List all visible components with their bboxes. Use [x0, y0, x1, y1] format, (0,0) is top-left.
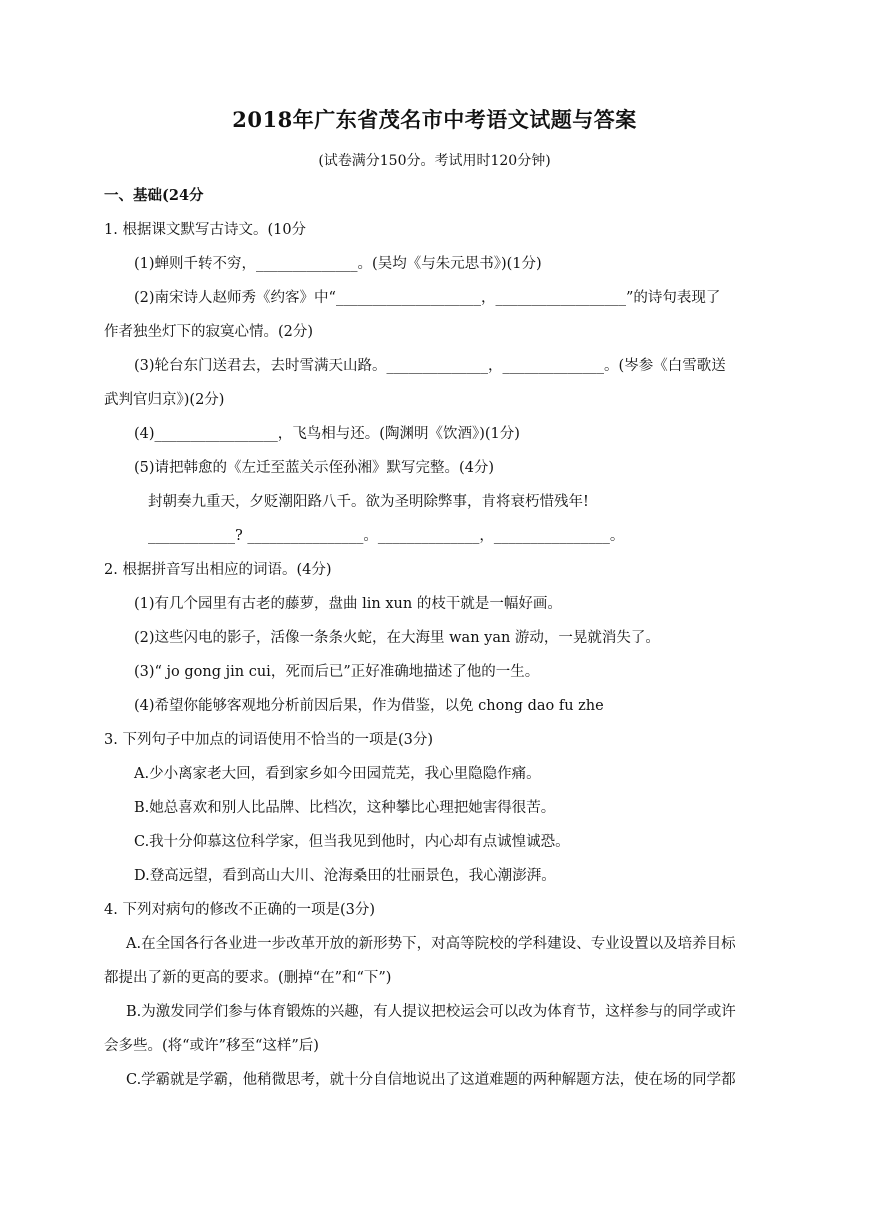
q4-option-b: B.为激发同学们参与体育锻炼的兴趣，有人提议把校运会可以改为体育节，这样参与的同学或许 — [126, 1004, 736, 1020]
page-title: 2018年广东省茂名市中考语文试题与答案 — [232, 107, 637, 132]
q3-option-d: D.登高远望，看到高山大川、沧海桑田的壮丽景色，我心潮澎湃。 — [134, 868, 556, 884]
q1-item-3: (3)轮台东门送君去，去时雪满天山路。______________，______________。(岑参《白雪歌送 — [134, 358, 726, 374]
q1-item-2: (2)南宋诗人赵师秀《约客》中“____________________，__________________”的诗句表现了 — [134, 290, 721, 306]
q4-option-b-cont: 会多些。(将“或许”移至“这样”后) — [104, 1038, 319, 1054]
q1-item-5: (5)请把韩愈的《左迁至蓝关示侄孙湘》默写完整。(4分) — [134, 460, 495, 476]
q2-item-2: (2)这些闪电的影子，活像一条条火蛇，在大海里 wan yan 游动，一晃就消失了。 — [134, 630, 660, 646]
poem-blanks: ____________? ________________。______________，________________。 — [148, 528, 625, 544]
q2-item-3: (3)“ jo gong jin cui，死而后已”正好准确地描述了他的一生。 — [134, 664, 540, 680]
question-1: 1. 根据课文默写古诗文。(10分 — [104, 222, 307, 238]
q3-option-b: B.她总喜欢和别人比品牌、比档次，这种攀比心理把她害得很苦。 — [134, 800, 556, 816]
q1-item-4: (4)_________________，飞鸟相与还。(陶渊明《饮酒》)(1分) — [134, 426, 520, 442]
question-4: 4. 下列对病句的修改不正确的一项是(3分) — [104, 902, 375, 918]
q1-item-1: (1)蝉则千转不穷，______________。(吴均《与朱元思书》)(1分) — [134, 256, 542, 272]
q4-option-a-cont: 都提出了新的更高的要求。(删掉“在”和“下”) — [104, 970, 392, 986]
question-3: 3. 下列句子中加点的词语使用不恰当的一项是(3分) — [104, 732, 433, 748]
poem-line: 封朝奏九重天，夕贬潮阳路八千。欲为圣明除弊事，肯将衰朽惜残年! — [148, 494, 589, 510]
q1-item-2-cont: 作者独坐灯下的寂寞心情。(2分) — [104, 324, 314, 340]
q2-item-1: (1)有几个园里有古老的藤萝，盘曲 lin xun 的枝干就是一幅好画。 — [134, 596, 562, 612]
q4-option-a: A.在全国各行各业进一步改革开放的新形势下，对高等院校的学科建设、专业设置以及培养目标 — [126, 936, 736, 952]
q1-item-3-cont: 武判官归京》)(2分) — [104, 392, 225, 408]
page-subtitle: (试卷满分150分。考试用时120分钟) — [318, 153, 551, 169]
question-2: 2. 根据拼音写出相应的词语。(4分) — [104, 562, 332, 578]
q3-option-a: A.少小离家老大回，看到家乡如今田园荒芜，我心里隐隐作痛。 — [134, 766, 541, 782]
q2-item-4: (4)希望你能够客观地分析前因后果，作为借鉴，以免 chong dao fu zhe — [134, 698, 604, 714]
q4-option-c: C.学霸就是学霸，他稍微思考，就十分自信地说出了这道难题的两种解题方法，使在场的同学都 — [126, 1072, 736, 1088]
q3-option-c: C.我十分仰慕这位科学家，但当我见到他时，内心却有点诚惶诚恐。 — [134, 834, 570, 850]
section-heading: 一、基础(24分 — [104, 187, 204, 204]
